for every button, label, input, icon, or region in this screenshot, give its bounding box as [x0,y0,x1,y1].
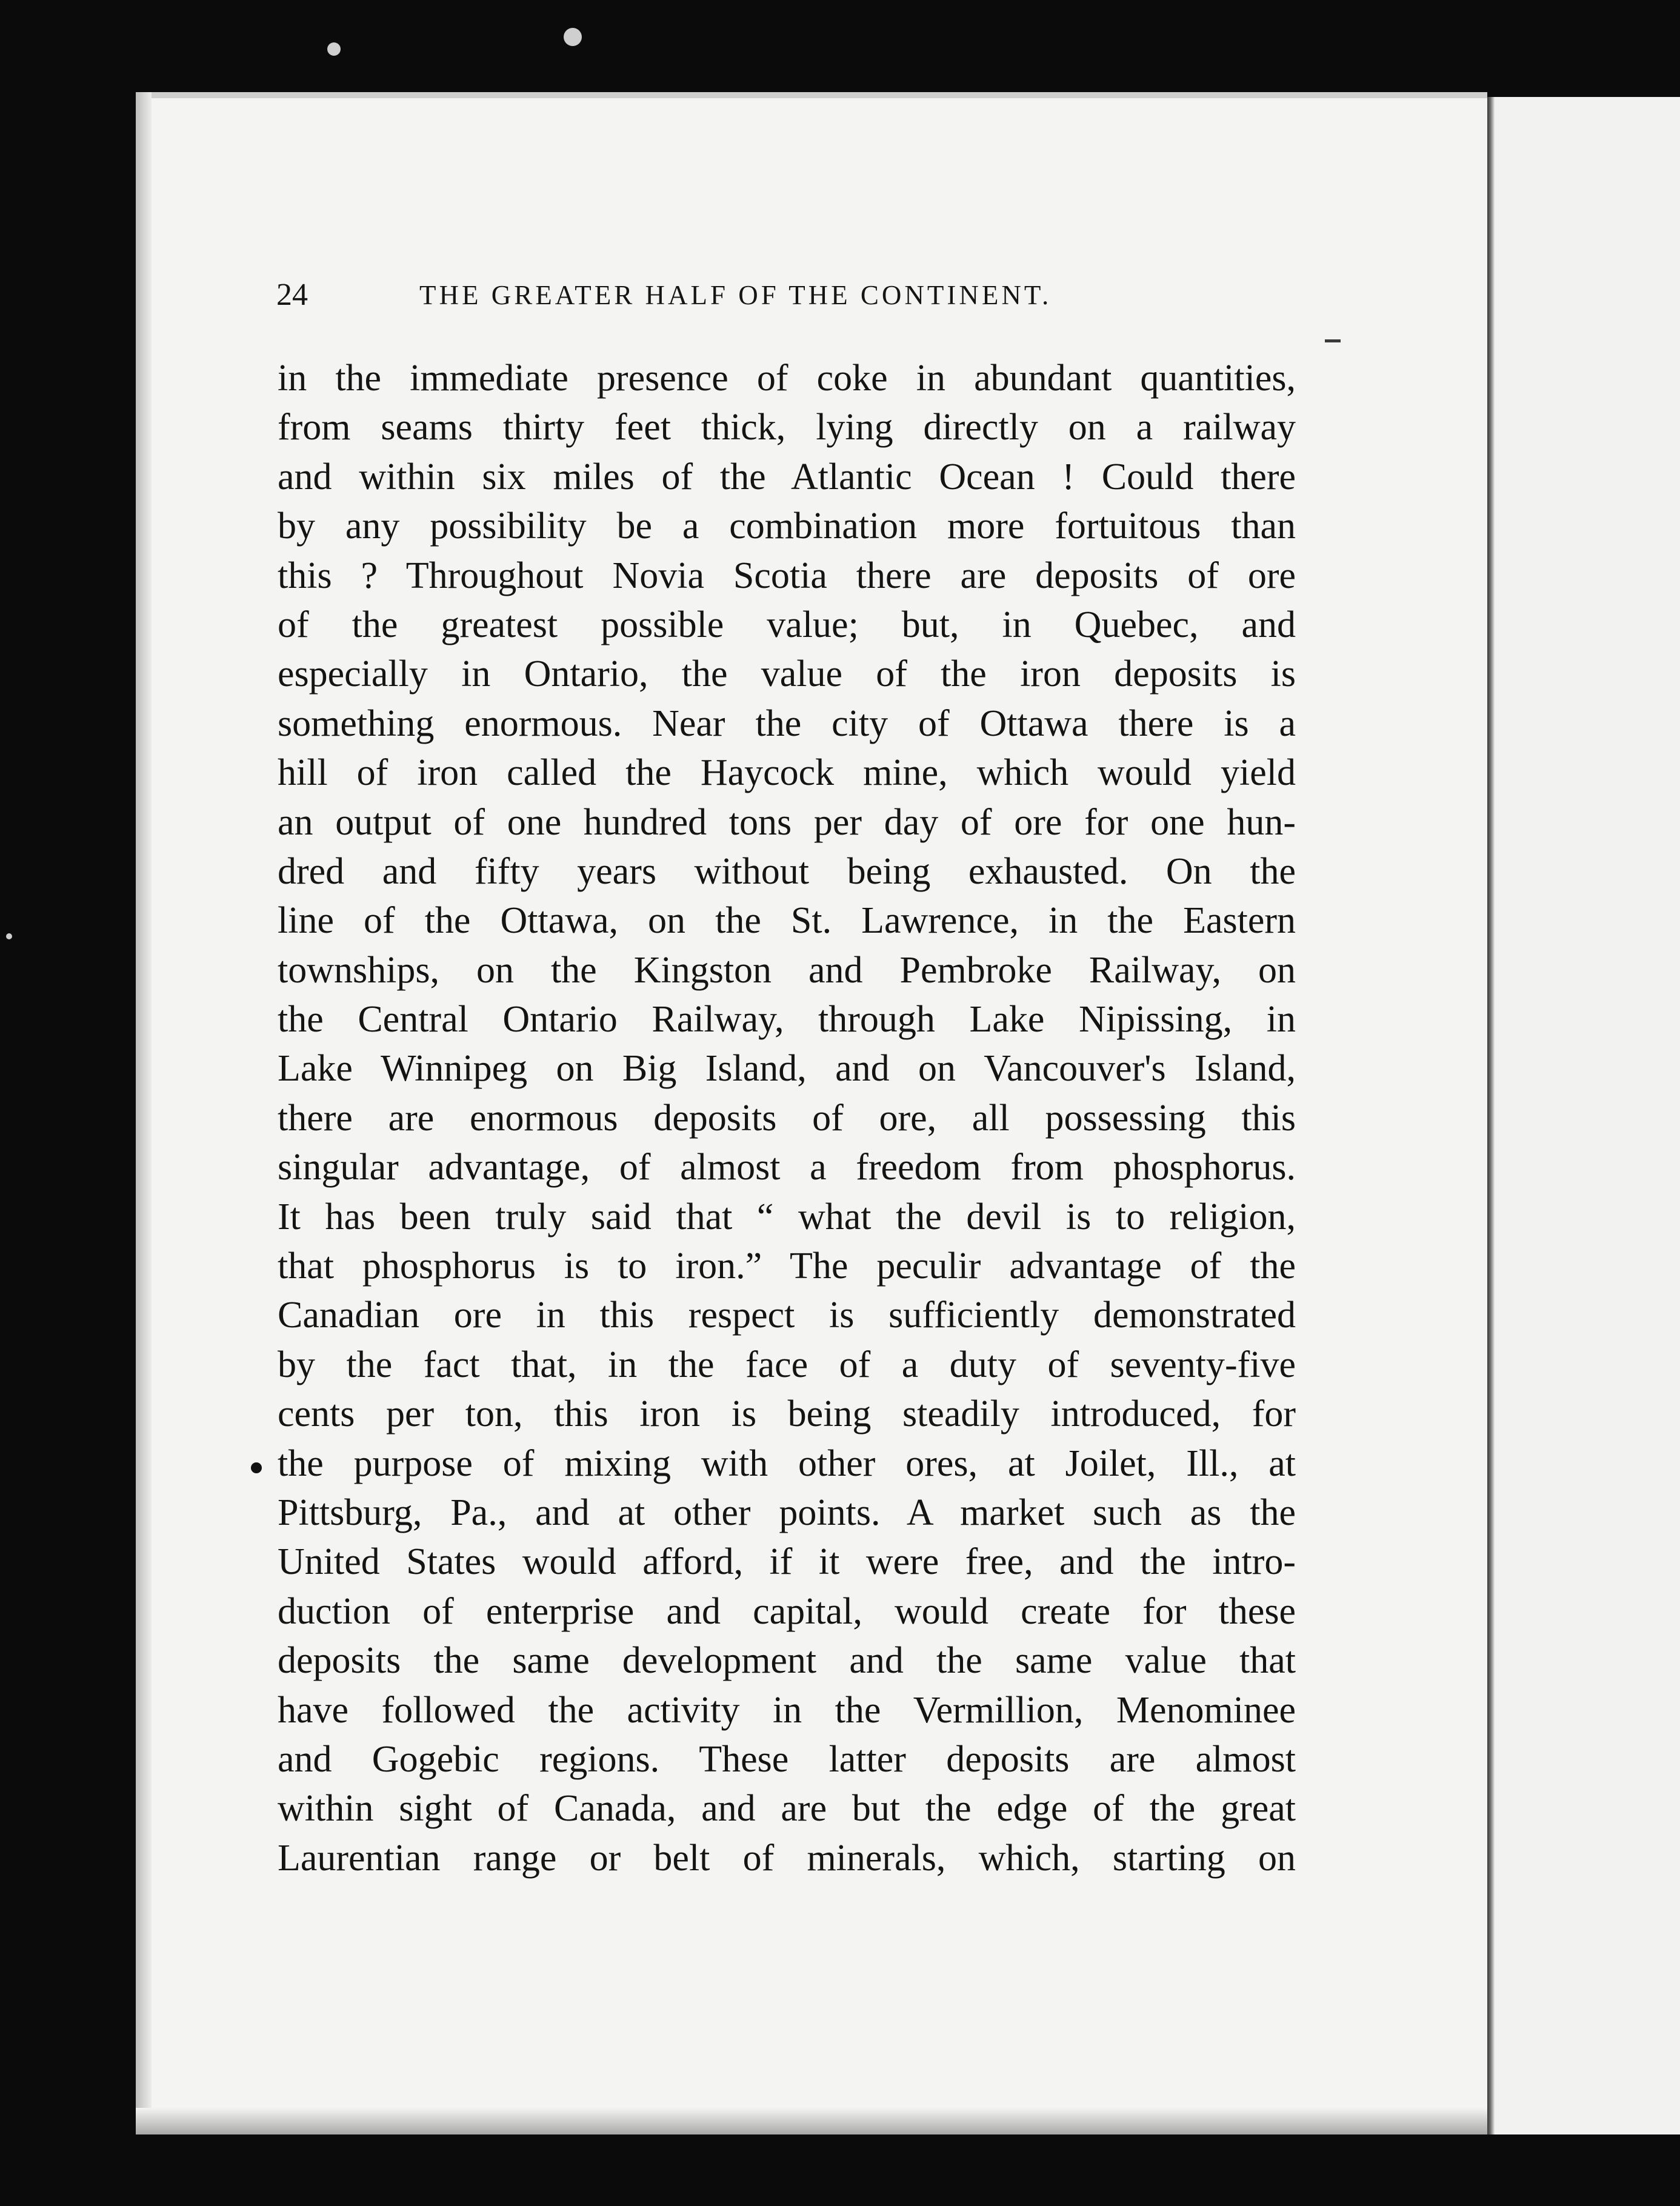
book-gutter [1487,97,1495,2134]
text-line: an output of one hundred tons per day of ore for one hun- [278,801,1296,843]
text-line: townships, on the Kingston and Pembroke Railway, on [278,949,1296,991]
text-line: It has been truly said that “ what the devil is to religion, [278,1196,1296,1238]
text-line: Laurentian range or belt of minerals, which, starting on [278,1837,1296,1879]
facing-page [1487,97,1680,2134]
scan-speck [327,42,341,56]
text-line: have followed the activity in the Vermillion, Menominee [278,1689,1296,1731]
text-line: Lake Winnipeg on Big Island, and on Vancouver's Island, [278,1048,1296,1090]
text-line: line of the Ottawa, on the St. Lawrence, in the Eastern [278,900,1296,942]
text-line: dred and fifty years without being exhausted. On the [278,850,1296,892]
text-line: and within six miles of the Atlantic Ocean ! Could there [278,456,1296,498]
text-line: Canadian ore in this respect is sufficiently demonstrated [278,1295,1296,1336]
text-line: hill of iron called the Haycock mine, which would yield [278,752,1296,794]
page-number: 24 [276,278,308,312]
text-line: especially in Ontario, the value of the iron deposits is [278,653,1296,695]
running-head: THE GREATER HALF OF THE CONTINENT. [419,280,1052,310]
text-line: within sight of Canada, and are but the edge of the great [278,1788,1296,1830]
text-line: the purpose of mixing with other ores, at Joilet, Ill., at [278,1442,1296,1484]
scan-speck [564,28,582,46]
text-line: Pittsburg, Pa., and at other points. A market such as the [278,1491,1296,1533]
text-line: that phosphorus is to iron.” The peculir advantage of the [278,1245,1296,1287]
scan-speck [6,933,12,939]
text-line: this ? Throughout Novia Scotia there are deposits of ore [278,555,1296,596]
text-line: by the fact that, in the face of a duty of seventy-five [278,1344,1296,1385]
text-line: and Gogebic regions. These latter deposits are almost [278,1738,1296,1780]
body-text [278,354,1296,1883]
text-line: of the greatest possible value; but, in Quebec, and [278,604,1296,645]
text-line: United States would afford, if it were free, and the intro- [278,1541,1296,1583]
text-line: cents per ton, this iron is being steadily introduced, for [278,1393,1296,1435]
text-line: in the immediate presence of coke in abundant quantities, [278,358,1296,399]
margin-bullet-mark [251,1462,262,1473]
text-line: there are enormous deposits of ore, all possessing this [278,1097,1296,1139]
text-line: from seams thirty feet thick, lying directly on a railway [278,407,1296,448]
page-header [276,274,1137,316]
text-line: by any possibility be a combination more fortuitous than [278,505,1296,547]
text-line: deposits the same development and the same value that [278,1640,1296,1682]
text-line: something enormous. Near the city of Ottawa there is a [278,702,1296,744]
text-line: the Central Ontario Railway, through Lake Nipissing, in [278,999,1296,1041]
page-bottom-edge [136,2108,1487,2134]
text-line: duction of enterprise and capital, would create for these [278,1590,1296,1632]
text-line: singular advantage, of almost a freedom from phosphorus. [278,1147,1296,1188]
margin-dash-mark [1325,339,1341,342]
page-left-edge [136,92,152,2134]
